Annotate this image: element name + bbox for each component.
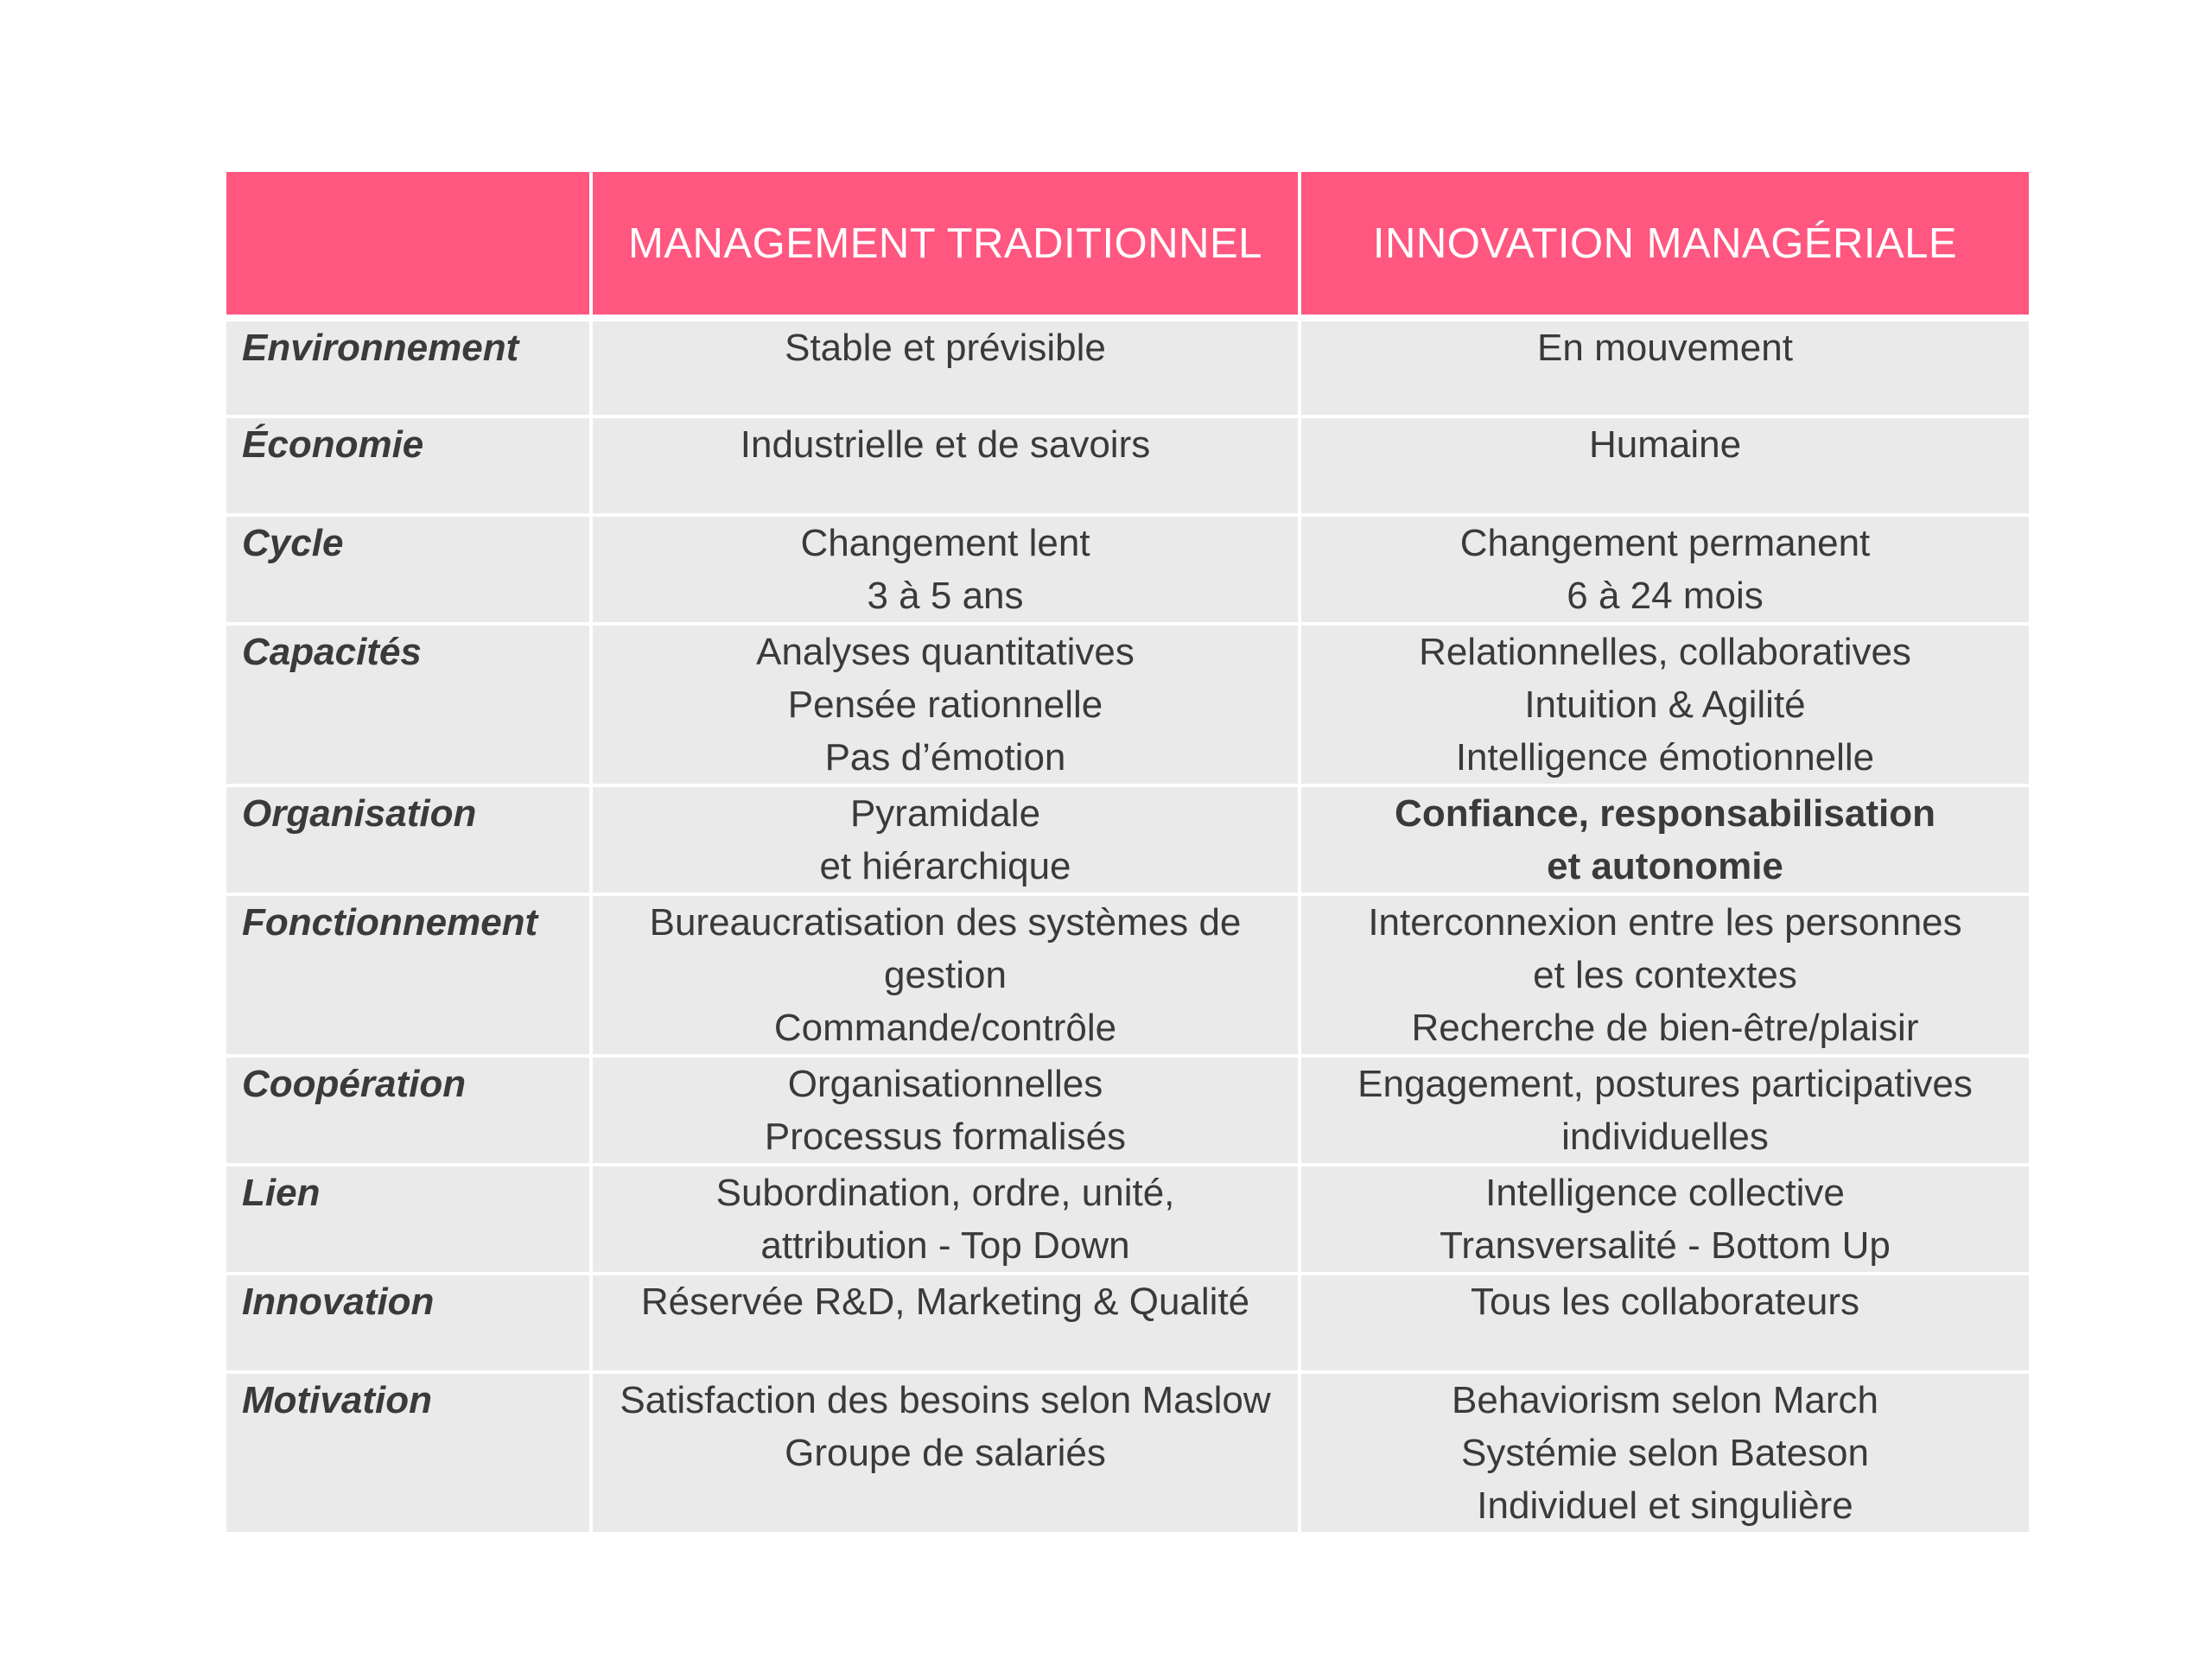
- cell-line: Relationnelles, collaboratives: [1419, 631, 1911, 673]
- cell-line: Engagement, postures participatives: [1357, 1063, 1973, 1105]
- row-label: Lien: [226, 1166, 593, 1275]
- traditional-cell: [593, 1374, 1301, 1532]
- innovation-cell: [1301, 896, 2029, 1058]
- cell-line: Subordination, ordre, unité,: [715, 1172, 1175, 1214]
- traditional-cell: [593, 1166, 1301, 1275]
- cell-line: Tous les collaborateurs: [1470, 1281, 1859, 1323]
- header-traditional: MANAGEMENT TRADITIONNEL: [593, 172, 1301, 321]
- innovation-cell: [1301, 418, 2029, 517]
- cell-line: En mouvement: [1537, 327, 1793, 369]
- table-row: [226, 626, 2029, 787]
- cell-line: et hiérarchique: [819, 845, 1071, 887]
- cell-line: Stable et prévisible: [785, 327, 1106, 369]
- cell-line: Réservée R&D, Marketing & Qualité: [640, 1281, 1250, 1323]
- cell-line: Systémie selon Bateson: [1460, 1432, 1870, 1474]
- table-row: [226, 517, 2029, 626]
- cell-line: Bureaucratisation des systèmes de: [649, 901, 1242, 944]
- header-empty: [226, 172, 593, 321]
- table-row: [226, 896, 2029, 1058]
- row-label: Économie: [226, 418, 593, 517]
- row-label: Fonctionnement: [226, 896, 593, 1058]
- cell-line: Organisationnelles: [787, 1063, 1103, 1105]
- cell-line: Transversalité - Bottom Up: [1440, 1224, 1891, 1267]
- innovation-cell: [1301, 1374, 2029, 1532]
- row-label: Coopération: [226, 1058, 593, 1166]
- row-label: Capacités: [226, 626, 593, 787]
- row-label: Innovation: [226, 1275, 593, 1374]
- innovation-cell: [1301, 1166, 2029, 1275]
- innovation-cell: [1301, 517, 2029, 626]
- cell-line: Intelligence émotionnelle: [1455, 736, 1875, 779]
- innovation-cell: [1301, 1275, 2029, 1374]
- traditional-cell: [593, 517, 1301, 626]
- traditional-cell: [593, 896, 1301, 1058]
- row-label: Organisation: [226, 787, 593, 896]
- traditional-cell: [593, 418, 1301, 517]
- row-label: Motivation: [226, 1374, 593, 1532]
- table-row: [226, 321, 2029, 418]
- cell-line: Individuel et singulière: [1477, 1484, 1853, 1527]
- cell-line: Commande/contrôle: [773, 1007, 1117, 1049]
- cell-line: Interconnexion entre les personnes: [1368, 901, 1962, 944]
- cell-line: Confiance, responsabilisation: [1395, 792, 1936, 835]
- table-row: [226, 1275, 2029, 1374]
- cell-line: 6 à 24 mois: [1567, 575, 1764, 617]
- cell-line: Humaine: [1588, 423, 1742, 466]
- traditional-cell: [593, 787, 1301, 896]
- table-row: [226, 787, 2029, 896]
- cell-line: et autonomie: [1547, 845, 1783, 887]
- innovation-cell: [1301, 787, 2029, 896]
- cell-line: Pensée rationnelle: [787, 683, 1103, 726]
- cell-line: Intelligence collective: [1485, 1172, 1845, 1214]
- cell-line: Changement lent: [800, 522, 1090, 564]
- comparison-table: [226, 172, 2029, 1532]
- cell-line: Intuition & Agilité: [1524, 683, 1806, 726]
- cell-line: Industrielle et de savoirs: [740, 423, 1151, 466]
- cell-line: et les contextes: [1533, 954, 1797, 996]
- row-label: Cycle: [226, 517, 593, 626]
- cell-line: Changement permanent: [1459, 522, 1871, 564]
- cell-line: attribution - Top Down: [760, 1224, 1130, 1267]
- innovation-cell: [1301, 1058, 2029, 1166]
- table-row: [226, 1374, 2029, 1532]
- cell-line: gestion: [884, 954, 1007, 996]
- cell-line: Recherche de bien-être/plaisir: [1411, 1007, 1919, 1049]
- header-row: [226, 172, 2029, 321]
- row-label: Environnement: [226, 321, 593, 418]
- table-row: [226, 418, 2029, 517]
- traditional-cell: [593, 626, 1301, 787]
- table-row: [226, 1166, 2029, 1275]
- cell-line: Behaviorism selon March: [1452, 1379, 1878, 1421]
- traditional-cell: [593, 1058, 1301, 1166]
- cell-line: Pyramidale: [849, 792, 1041, 835]
- cell-line: individuelles: [1561, 1116, 1769, 1158]
- traditional-cell: [593, 1275, 1301, 1374]
- header-innovation: INNOVATION MANAGÉRIALE: [1301, 172, 2029, 321]
- cell-line: Pas d’émotion: [824, 736, 1066, 779]
- cell-line: Satisfaction des besoins selon Maslow: [620, 1379, 1271, 1421]
- innovation-cell: [1301, 626, 2029, 787]
- innovation-cell: [1301, 321, 2029, 418]
- cell-line: Analyses quantitatives: [756, 631, 1135, 673]
- table-row: [226, 1058, 2029, 1166]
- cell-line: 3 à 5 ans: [867, 575, 1024, 617]
- cell-line: Groupe de salariés: [785, 1432, 1106, 1474]
- traditional-cell: [593, 321, 1301, 418]
- cell-line: Processus formalisés: [764, 1116, 1127, 1158]
